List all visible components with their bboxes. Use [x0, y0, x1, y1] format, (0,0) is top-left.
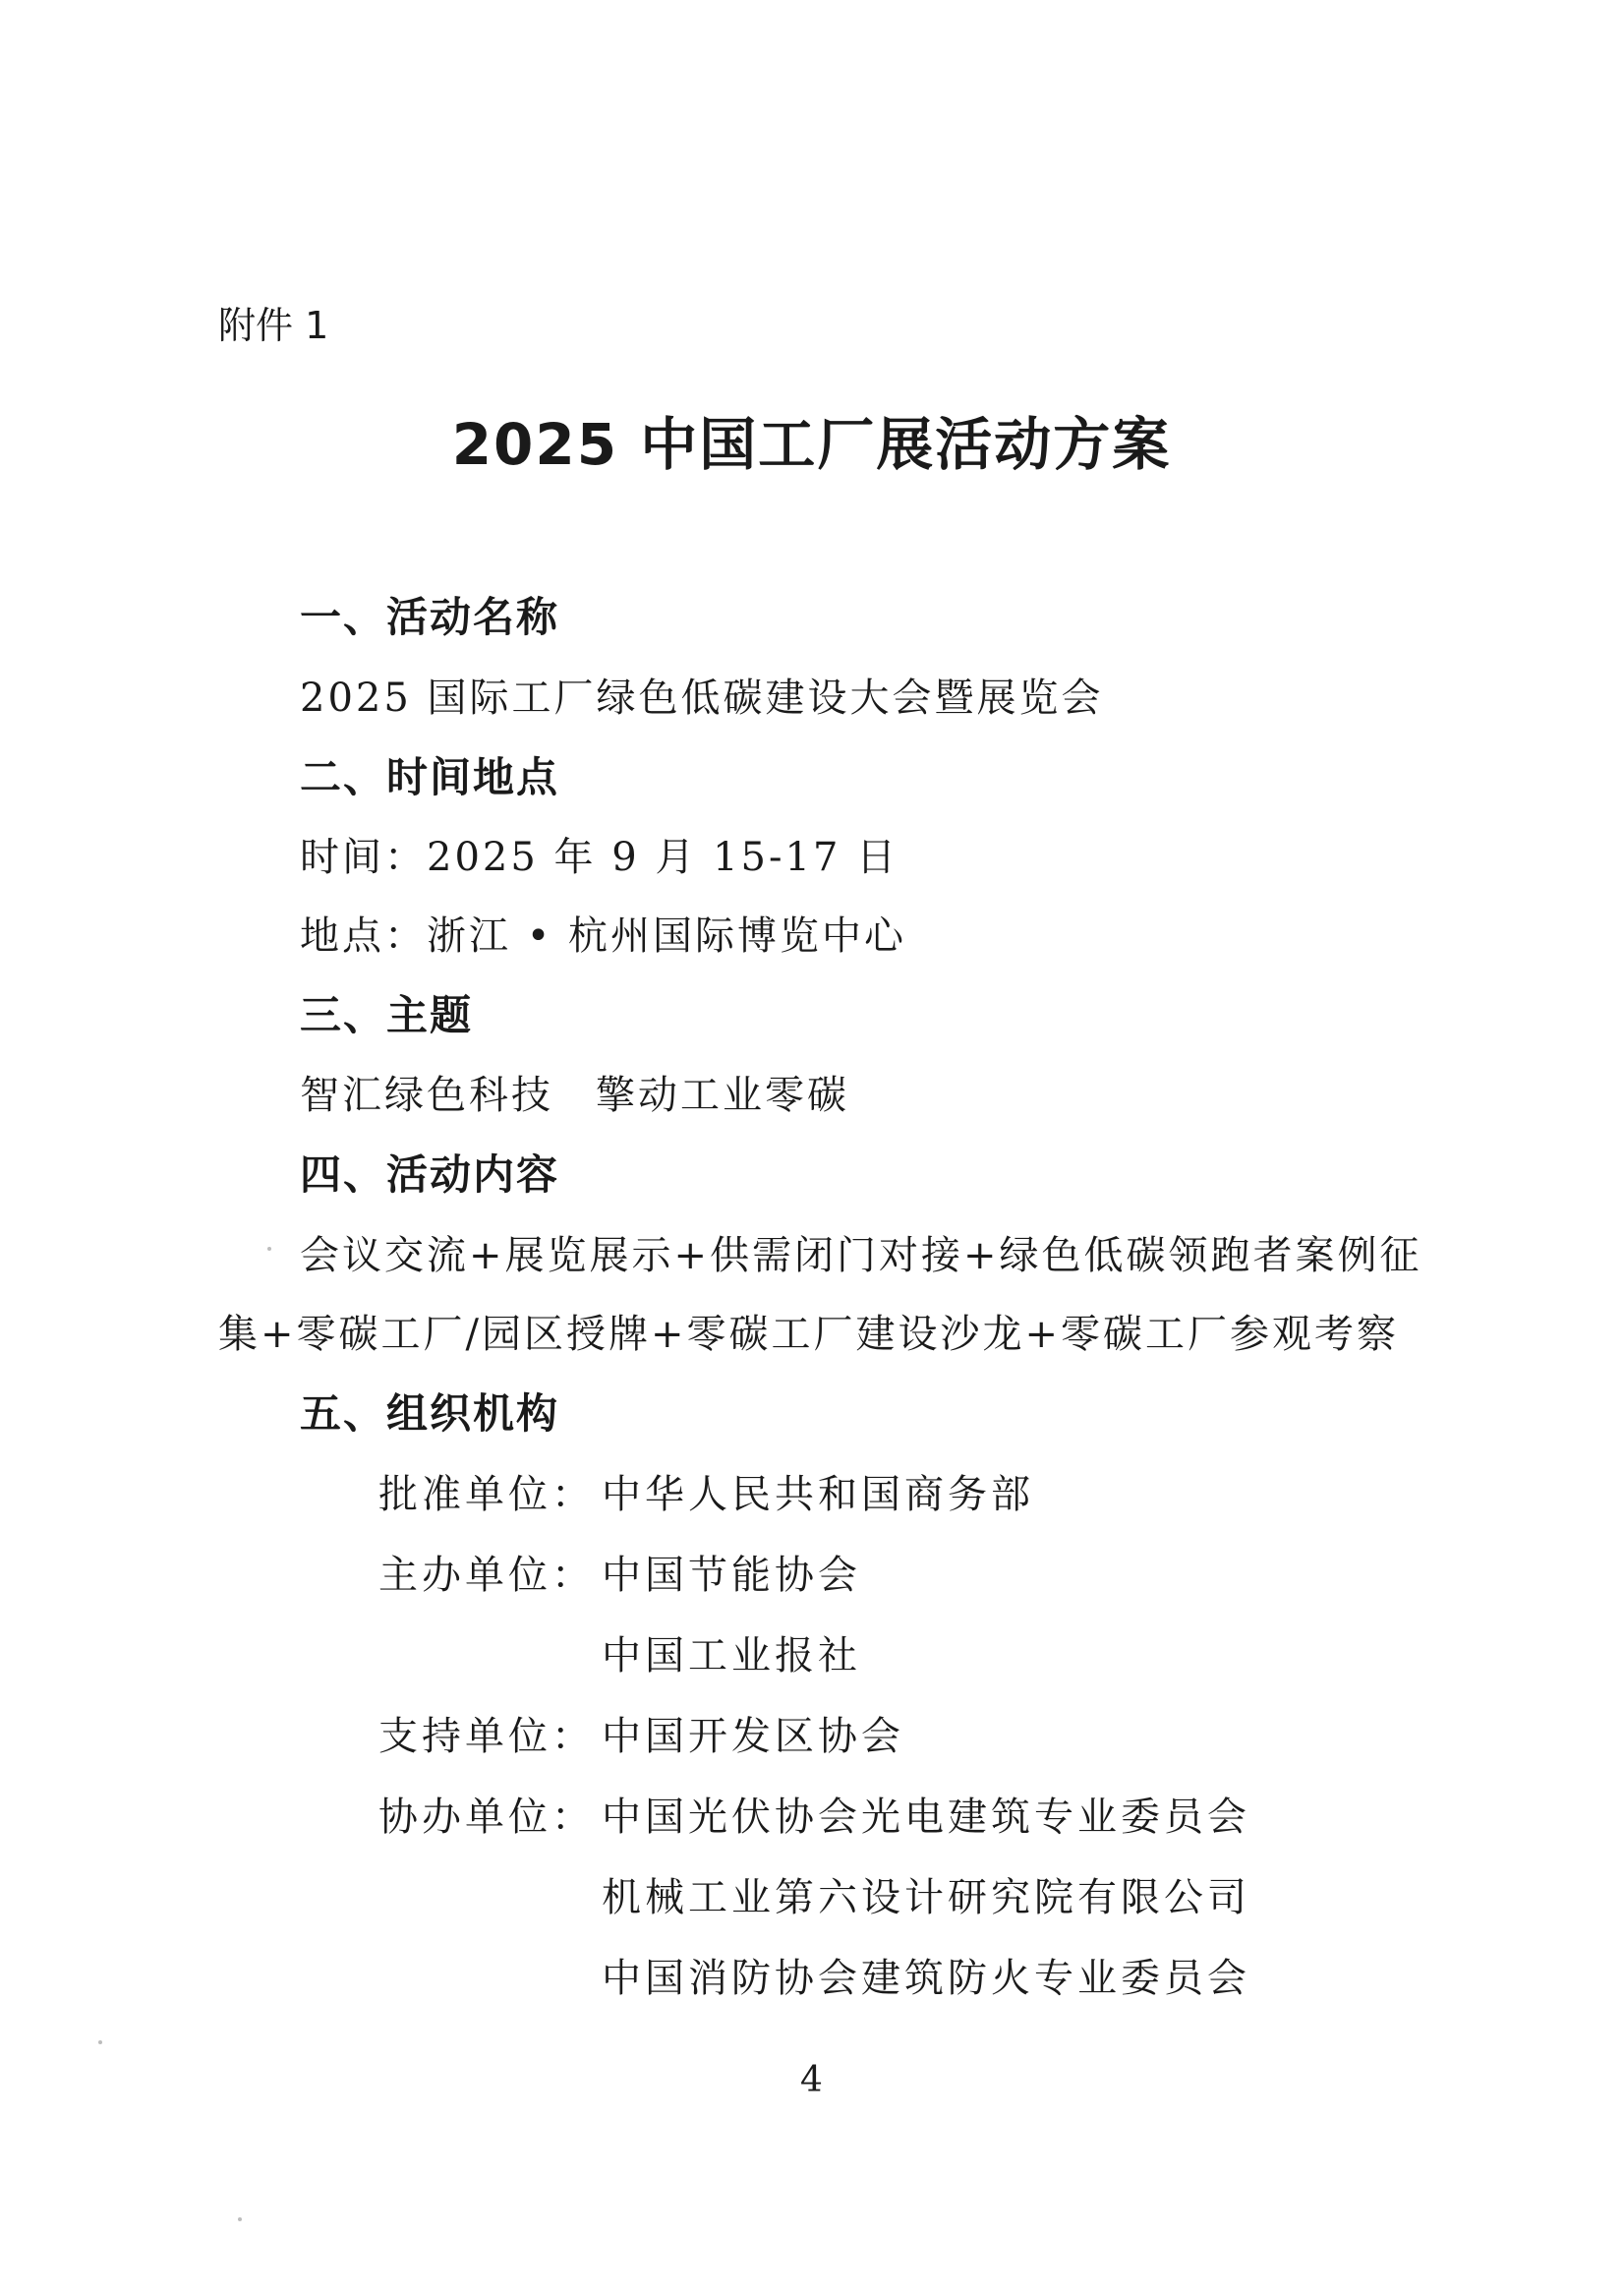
event-time: 时间：2025 年 9 月 15-17 日	[300, 835, 899, 880]
support-label: 支持单位：	[378, 1714, 595, 1759]
section-heading-content: 四、活动内容	[300, 1150, 560, 1199]
section-heading-theme: 三、主题	[300, 991, 474, 1039]
host-unit-2: 中国工业报社	[602, 1633, 861, 1678]
co-organizer-label: 协办单位：	[378, 1795, 595, 1840]
section-heading-name: 一、活动名称	[300, 593, 560, 641]
section-heading-organization: 五、组织机构	[300, 1389, 560, 1438]
section-heading-time-place: 二、时间地点	[300, 753, 560, 801]
scan-speck	[238, 2217, 242, 2221]
support-unit: 中国开发区协会	[602, 1714, 904, 1759]
event-theme: 智汇绿色科技 擎动工业零碳	[300, 1073, 849, 1118]
co-organizer-2: 机械工业第六设计研究院有限公司	[602, 1875, 1250, 1920]
host-unit-1: 中国节能协会	[602, 1553, 861, 1598]
co-organizer-1: 中国光伏协会光电建筑专业委员会	[602, 1795, 1250, 1840]
co-organizer-3: 中国消防协会建筑防火专业委员会	[602, 1956, 1250, 2001]
host-label: 主办单位：	[378, 1553, 595, 1598]
approved-label: 批准单位：	[378, 1472, 595, 1517]
approved-unit: 中华人民共和国商务部	[602, 1472, 1034, 1517]
document-title: 2025 中国工厂展活动方案	[451, 411, 1172, 478]
content-line-1: 会议交流+展览展示+供需闭门对接+绿色低碳领跑者案例征	[300, 1233, 1422, 1278]
activity-name: 2025 国际工厂绿色低碳建设大会暨展览会	[300, 676, 1104, 721]
attachment-label: 附件 1	[218, 304, 329, 347]
event-place: 地点：浙江 • 杭州国际博览中心	[300, 913, 907, 959]
content-line-2: 集+零碳工厂/园区授牌+零碳工厂建设沙龙+零碳工厂参观考察	[218, 1312, 1400, 1357]
scan-speck	[267, 1247, 271, 1251]
page-number: 4	[800, 2060, 823, 2100]
scan-speck	[98, 2040, 102, 2044]
